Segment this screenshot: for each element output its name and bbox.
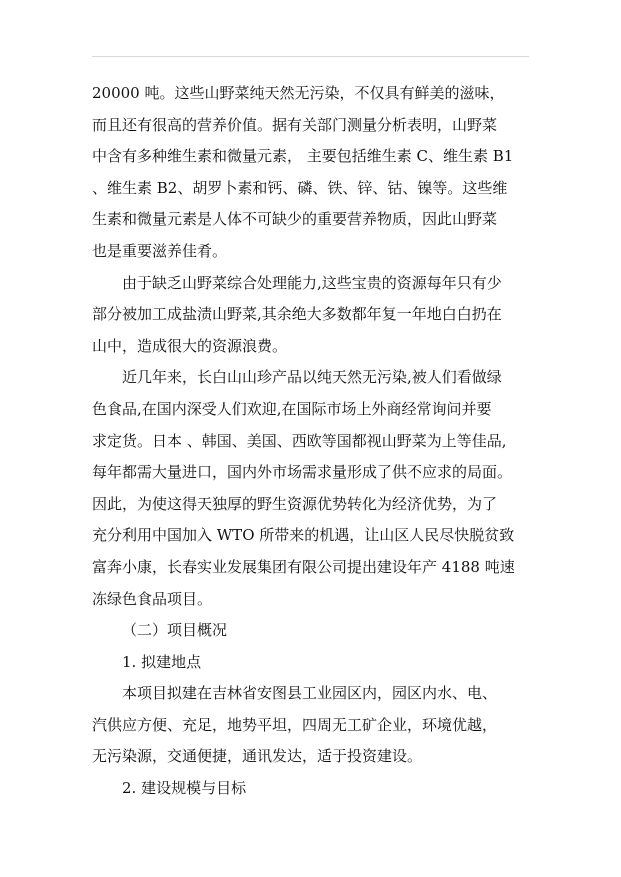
text-line: 每年都需大量进口，国内外市场需求量形成了供不应求的局面。 [92, 463, 513, 482]
text-line: 富奔小康，长春实业发展集团有限公司提出建设年产 4188 吨速 [92, 557, 515, 576]
text-line: 山中，造成很大的资源浪费。 [92, 336, 288, 355]
paragraph-first-line: 近几年来，长白山山珍产品以纯天然无污染,被人们看做绿 [122, 368, 502, 387]
subsection-heading: 2. 建设规模与目标 [122, 779, 247, 798]
text-line: 而且还有很高的营养价值。据有关部门测量分析表明，山野菜 [92, 115, 498, 134]
header-rule [92, 56, 529, 57]
text-line: 生素和微量元素是人体不可缺少的重要营养物质，因此山野菜 [92, 210, 498, 229]
text-line: 充分利用中国加入 WTO 所带来的机遇，让山区人民尽快脱贫致 [92, 526, 515, 545]
text-line: 冻绿色食品项目。 [92, 589, 213, 608]
text-line: 求定货。日本 、韩国、美国、西欧等国都视山野菜为上等佳品, [92, 431, 507, 450]
body-text [92, 78, 537, 805]
text-line: 因此，为使这得天独厚的野生资源优势转化为经济优势，为了 [92, 494, 498, 513]
text-line: 部分被加工成盐渍山野菜,其余绝大多数都年复一年地白白扔在 [92, 305, 502, 324]
paragraph-first-line: 由于缺乏山野菜综合处理能力,这些宝贵的资源每年只有少 [122, 273, 502, 292]
text-line: 、维生素 B2、胡罗卜素和钙、磷、铁、锌、钴、镍等。这些维 [92, 178, 508, 197]
text-line: 20000 吨。这些山野菜纯天然无污染，不仅具有鲜美的滋味， [92, 84, 505, 102]
text-line: 也是重要滋养佳肴。 [92, 241, 228, 260]
section-heading: （二）项目概况 [122, 621, 228, 640]
text-line: 无污染源，交通便捷，通讯发达，适于投资建设。 [92, 747, 423, 766]
text-line: 汽供应方便、充足，地势平坦，四周无工矿企业，环境优越， [92, 715, 498, 734]
subsection-heading: 1. 拟建地点 [122, 652, 202, 671]
paragraph-first-line: 本项目拟建在吉林省安图县工业园区内，园区内水、电、 [122, 684, 498, 703]
text-line: 中含有多种维生素和微量元素， 主要包括维生素 C、维生素 B1 [92, 147, 514, 166]
text-line: 色食品,在国内深受人们欢迎,在国际市场上外商经常询问并要 [92, 399, 492, 418]
